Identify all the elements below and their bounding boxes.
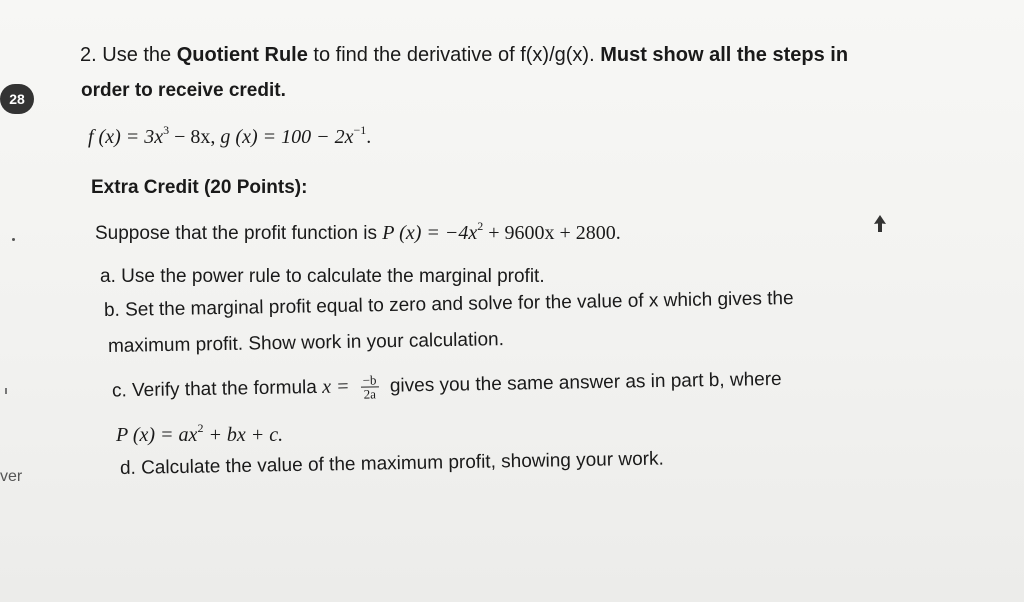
part-d: d. Calculate the value of the maximum profit, showing your work. — [119, 448, 664, 479]
g-end: . — [366, 126, 372, 148]
profit-function — [382, 219, 621, 244]
margin-mark — [5, 388, 7, 394]
general-quadratic-exponent: 2 — [197, 421, 204, 435]
mouse-cursor-icon — [872, 214, 888, 234]
page-number-badge: 28 — [0, 84, 34, 114]
vertex-fraction — [361, 373, 379, 400]
margin-mark — [12, 238, 15, 241]
g-exponent: −1 — [353, 123, 367, 137]
part-c-line-1 — [112, 366, 782, 405]
question-number: 2. — [80, 44, 97, 66]
general-quadratic-rest: + bx + c. — [208, 424, 284, 446]
part-b-line-2: maximum profit. Show work in your calculation. — [107, 329, 505, 357]
profit-lhs: P (x) = −4x — [382, 222, 478, 244]
part-a: a. Use the power rule to calculate the marginal profit. — [100, 266, 545, 287]
profit-function-line — [95, 219, 621, 245]
f-rest: − 8x, — [174, 126, 216, 148]
part-c-post: gives you the same answer as in part b, where — [389, 368, 782, 397]
question-2-line-2: order to receive credit. — [81, 80, 286, 101]
extra-credit-title: Extra Credit (20 Points): — [91, 177, 308, 198]
question-mid: to find the derivative of f(x)/g(x). — [313, 44, 595, 66]
profit-rest: + 9600x + 2800. — [488, 222, 621, 244]
function-definitions — [88, 123, 372, 149]
suppose-text: Suppose that the profit function is — [95, 223, 378, 244]
question-2-line-1 — [80, 44, 848, 67]
must-show-text: Must show all the steps in — [600, 44, 849, 66]
question-intro: Use the — [102, 44, 172, 66]
profit-exponent: 2 — [477, 219, 484, 233]
part-c-pre: c. Verify that the formula — [111, 376, 318, 402]
cut-off-side-text: ver — [0, 468, 23, 485]
quotient-rule-text: Quotient Rule — [176, 44, 308, 66]
f-definition: f (x) = 3x — [88, 126, 164, 148]
part-c-x: x = — [321, 375, 350, 398]
part-c-line-2 — [116, 421, 284, 447]
fraction-numerator: −b — [362, 372, 377, 388]
part-b-line-1: b. Set the marginal profit equal to zero and solve for the value of x which gives the — [103, 287, 794, 321]
general-quadratic-lhs: P (x) = ax — [116, 424, 198, 446]
f-exponent: 3 — [163, 123, 170, 137]
g-definition: g (x) = 100 − 2x — [220, 126, 354, 148]
fraction-denominator: 2a — [363, 386, 377, 402]
